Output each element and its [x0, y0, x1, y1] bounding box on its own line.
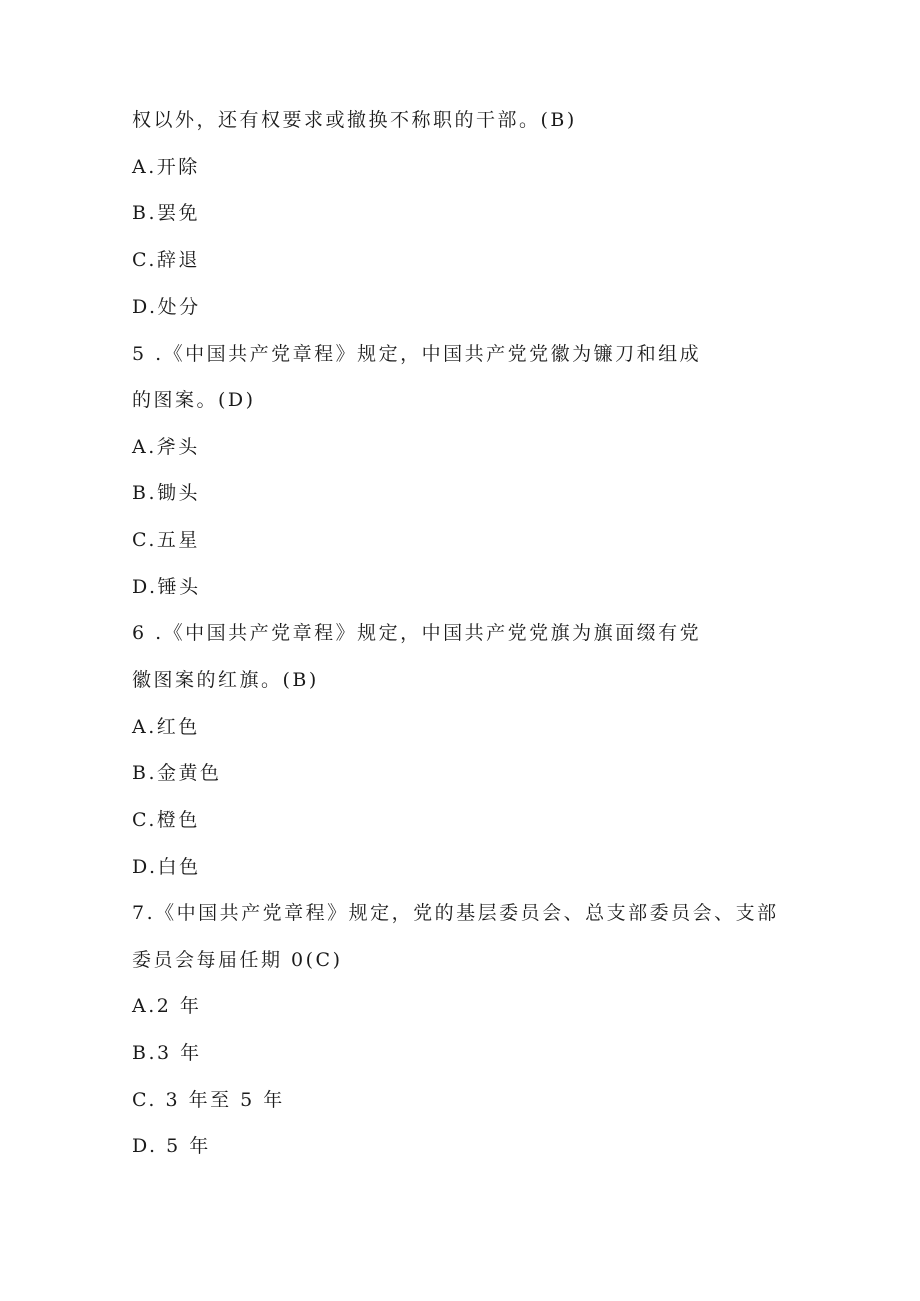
q4-option-d: D.处分 [132, 296, 201, 318]
q7-option-b: B.3 年 [132, 1042, 202, 1064]
q4-option-b: B.罢免 [132, 202, 201, 224]
question-4-continuation: 权以外，还有权要求或撤换不称职的干部。(B) [132, 109, 577, 131]
q7-option-d: D. 5 年 [132, 1135, 211, 1157]
q5-option-b: B.锄头 [132, 482, 201, 504]
question-6-line-2: 徽图案的红旗。(B) [132, 669, 319, 691]
q7-option-a: A.2 年 [132, 995, 202, 1017]
q5-option-c: C.五星 [132, 529, 200, 551]
q6-option-a: A.红色 [132, 716, 200, 738]
question-7-line-2: 委员会每届任期 0(C) [132, 949, 343, 971]
question-6-line-1: 6 .《中国共产党章程》规定，中国共产党党旗为旗面缀有党 [132, 622, 702, 644]
q5-option-a: A.斧头 [132, 436, 200, 458]
q4-option-a: A.开除 [132, 156, 200, 178]
q7-option-c: C. 3 年至 5 年 [132, 1089, 285, 1111]
q6-option-c: C.橙色 [132, 809, 200, 831]
question-7-line-1: 7.《中国共产党章程》规定，党的基层委员会、总支部委员会、支部 [132, 902, 779, 924]
q6-option-d: D.白色 [132, 856, 201, 878]
q5-option-d: D.锤头 [132, 576, 201, 598]
question-5-line-2: 的图案。(D) [132, 389, 256, 411]
q4-option-c: C.辞退 [132, 249, 200, 271]
question-5-line-1: 5 .《中国共产党章程》规定，中国共产党党徽为镰刀和组成 [132, 343, 702, 365]
q6-option-b: B.金黄色 [132, 762, 222, 784]
